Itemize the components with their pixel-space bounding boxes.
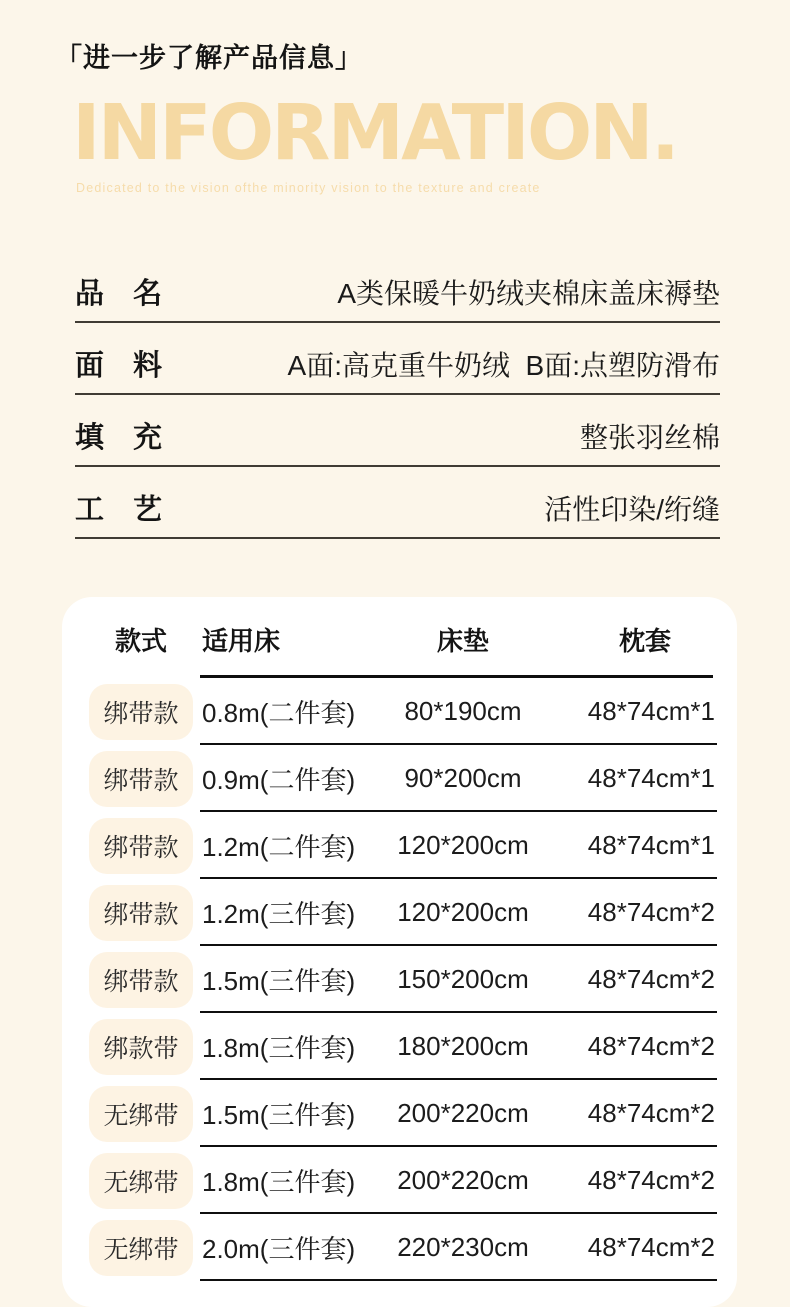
table-row <box>82 678 717 745</box>
table-row <box>82 812 717 879</box>
style-badge: 绑带款 <box>89 751 192 807</box>
mattress-size: 90*200cm <box>404 763 522 793</box>
bed-size: 1.5m(三件套) <box>202 966 356 996</box>
table-row <box>82 1013 717 1080</box>
table-row <box>82 745 717 812</box>
mattress-size: 200*220cm <box>397 1165 529 1195</box>
mattress-size: 120*200cm <box>397 830 529 860</box>
style-badge: 绑带款 <box>89 885 192 941</box>
mattress-size: 80*190cm <box>404 696 522 726</box>
spec-row-name <box>75 251 720 323</box>
spec-label: 填 充 <box>75 422 163 454</box>
mattress-size: 200*220cm <box>397 1098 529 1128</box>
pillowcase-size: 48*74cm*2 <box>587 1031 715 1061</box>
style-badge: 无绑带 <box>89 1086 192 1142</box>
header-bed: 适用床 <box>202 626 281 656</box>
table-row <box>82 879 717 946</box>
bed-size: 1.8m(三件套) <box>202 1033 356 1063</box>
spec-value: A类保暖牛奶绒夹棉床盖床褥垫 <box>337 278 720 309</box>
information-subtitle: Dedicated to the vision ofthe minority vision to the texture and create <box>76 181 541 195</box>
header-mattress: 床垫 <box>436 626 489 656</box>
product-spec-table <box>75 251 720 539</box>
spec-label: 工 艺 <box>75 494 163 526</box>
spec-value: 活性印染/绗缝 <box>544 494 720 525</box>
information-heading: INFORMATION. <box>72 89 678 178</box>
spec-row-craft <box>75 467 720 539</box>
header-pillowcase: 枕套 <box>618 626 671 656</box>
spec-label: 品 名 <box>75 278 163 310</box>
bed-size: 0.9m(二件套) <box>202 765 356 795</box>
mattress-size: 150*200cm <box>397 964 529 994</box>
table-row <box>82 1080 717 1147</box>
mattress-size: 120*200cm <box>397 897 529 927</box>
page-title: 「进一步了解产品信息」 <box>55 43 363 73</box>
pillowcase-size: 48*74cm*1 <box>587 763 715 793</box>
spec-label: 面 料 <box>75 350 163 382</box>
bed-size: 1.5m(三件套) <box>202 1100 356 1130</box>
table-row <box>82 1147 717 1214</box>
pillowcase-size: 48*74cm*1 <box>587 696 715 726</box>
spec-value: 整张羽丝棉 <box>579 422 720 453</box>
style-badge: 绑带款 <box>89 818 192 874</box>
style-badge: 绑带款 <box>89 952 192 1008</box>
spec-row-fabric <box>75 323 720 395</box>
style-badge: 无绑带 <box>89 1153 192 1209</box>
mattress-size: 220*230cm <box>397 1232 529 1262</box>
table-row <box>82 1214 717 1281</box>
product-info-page <box>0 36 790 1300</box>
pillowcase-size: 48*74cm*2 <box>587 1098 715 1128</box>
style-badge: 绑带款 <box>89 684 192 740</box>
spec-row-filling <box>75 395 720 467</box>
pillowcase-size: 48*74cm*2 <box>587 1232 715 1262</box>
pillowcase-size: 48*74cm*2 <box>587 897 715 927</box>
bed-size: 0.8m(二件套) <box>202 698 356 728</box>
pillowcase-size: 48*74cm*1 <box>587 830 715 860</box>
spec-value: A面:高克重牛奶绒 B面:点塑防滑布 <box>287 350 720 381</box>
pillowcase-size: 48*74cm*2 <box>587 964 715 994</box>
bed-size: 1.8m(三件套) <box>202 1167 356 1197</box>
bed-size: 2.0m(三件套) <box>202 1234 356 1264</box>
size-chart-card <box>62 597 737 1307</box>
bed-size: 1.2m(二件套) <box>202 832 356 862</box>
bed-size: 1.2m(三件套) <box>202 899 356 929</box>
mattress-size: 180*200cm <box>397 1031 529 1061</box>
header-style: 款式 <box>114 626 167 656</box>
row-divider <box>200 1279 717 1281</box>
pillowcase-size: 48*74cm*2 <box>587 1165 715 1195</box>
size-table-header <box>82 597 717 678</box>
style-badge: 无绑带 <box>89 1220 192 1276</box>
table-row <box>82 946 717 1013</box>
style-badge: 绑款带 <box>89 1019 192 1075</box>
